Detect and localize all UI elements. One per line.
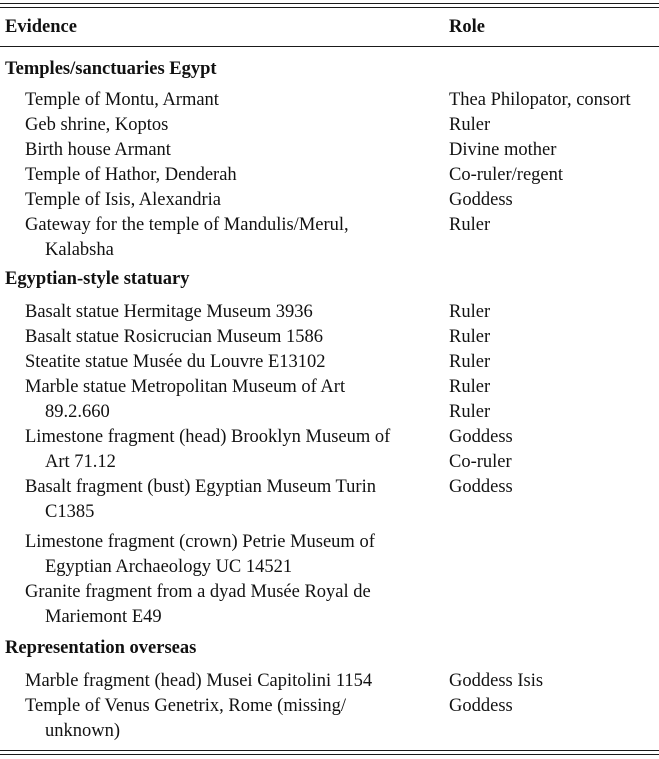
role-cell: Co-ruler [449, 452, 512, 472]
table-row [0, 580, 659, 605]
evidence-cell: Steatite statue Musée du Louvre E13102 [25, 352, 326, 372]
section-title-temples: Temples/sanctuaries Egypt [5, 59, 217, 79]
role-cell: Ruler [449, 302, 491, 322]
section-title [0, 57, 659, 82]
role-cell: Ruler [449, 115, 491, 135]
section-title [0, 636, 659, 661]
evidence-cell: Birth house Armant [25, 140, 171, 160]
evidence-cell: Granite fragment from a dyad Musée Royal de [25, 582, 371, 602]
evidence-cell-continuation: 89.2.660 [45, 402, 110, 422]
evidence-cell: Temple of Montu, Armant [25, 90, 219, 110]
role-cell: Thea Philopator, consort [449, 90, 631, 110]
evidence-cell-continuation: Egyptian Archaeology UC 14521 [45, 557, 293, 577]
table-row-continuation [0, 238, 659, 263]
table-row [0, 113, 659, 138]
header-evidence: Evidence [5, 17, 77, 37]
evidence-cell-continuation: Mariemont E49 [45, 607, 162, 627]
header-role: Role [449, 17, 485, 37]
top-rule-2 [0, 7, 659, 8]
evidence-cell: Geb shrine, Koptos [25, 115, 169, 135]
table-row [0, 530, 659, 555]
role-cell: Goddess [449, 190, 513, 210]
header-rule [0, 46, 659, 47]
role-cell: Goddess [449, 427, 513, 447]
top-rule-1 [0, 3, 659, 4]
bottom-rule-1 [0, 750, 659, 751]
table-row [0, 188, 659, 213]
table-row [0, 300, 659, 325]
role-cell: Ruler [449, 215, 491, 235]
role-cell: Ruler [449, 402, 491, 422]
evidence-cell-continuation: C1385 [45, 502, 95, 522]
table-row [0, 425, 659, 450]
table-row-continuation [0, 500, 659, 525]
role-cell: Divine mother [449, 140, 557, 160]
evidence-cell: Basalt statue Hermitage Museum 3936 [25, 302, 313, 322]
table-row-continuation [0, 605, 659, 630]
evidence-cell: Basalt fragment (bust) Egyptian Museum Turin [25, 477, 376, 497]
evidence-cell: Basalt statue Rosicrucian Museum 1586 [25, 327, 324, 347]
evidence-cell-continuation: Kalabsha [45, 240, 114, 260]
table-row [0, 694, 659, 719]
section-title [0, 267, 659, 292]
table-row [0, 213, 659, 238]
role-cell: Ruler [449, 327, 491, 347]
table-row [0, 375, 659, 400]
evidence-cell: Temple of Venus Genetrix, Rome (missing/ [25, 696, 347, 716]
bottom-rule-2 [0, 754, 659, 755]
table-row [0, 325, 659, 350]
table-row-continuation [0, 555, 659, 580]
role-cell: Ruler [449, 377, 491, 397]
role-cell: Goddess [449, 696, 513, 716]
role-cell: Goddess Isis [449, 671, 544, 691]
table-row-continuation [0, 719, 659, 744]
evidence-cell: Marble statue Metropolitan Museum of Art [25, 377, 346, 397]
table-header [0, 15, 659, 40]
role-cell: Ruler [449, 352, 491, 372]
table-row-continuation [0, 400, 659, 425]
evidence-cell-continuation: Art 71.12 [45, 452, 116, 472]
table-row [0, 475, 659, 500]
evidence-cell: Gateway for the temple of Mandulis/Merul, [25, 215, 349, 235]
evidence-cell: Marble fragment (head) Musei Capitolini 1154 [25, 671, 373, 691]
table-row [0, 88, 659, 113]
role-cell: Goddess [449, 477, 513, 497]
table-row [0, 138, 659, 163]
evidence-cell: Temple of Isis, Alexandria [25, 190, 221, 210]
table-row [0, 669, 659, 694]
evidence-cell-continuation: unknown) [45, 721, 121, 741]
table-row [0, 163, 659, 188]
section-title-statuary: Egyptian-style statuary [5, 269, 190, 289]
table-row-continuation [0, 450, 659, 475]
section-title-overseas: Representation overseas [5, 638, 197, 658]
role-cell: Co-ruler/regent [449, 165, 564, 185]
evidence-cell: Temple of Hathor, Denderah [25, 165, 237, 185]
table-row [0, 350, 659, 375]
evidence-cell: Limestone fragment (head) Brooklyn Museum of [25, 427, 391, 447]
evidence-cell: Limestone fragment (crown) Petrie Museum of [25, 532, 375, 552]
